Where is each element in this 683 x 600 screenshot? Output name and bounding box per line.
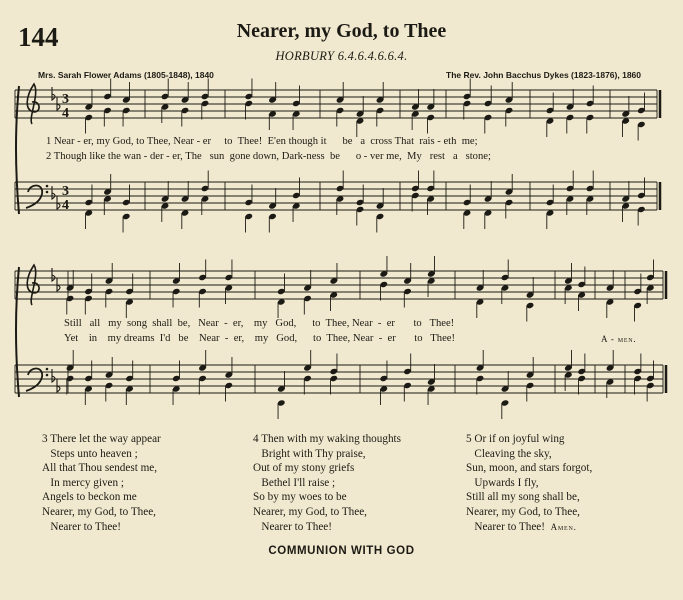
- verse-line: Bethel I'll raise ;: [253, 476, 336, 489]
- verse-line: Nearer to Thee!: [42, 520, 121, 533]
- system2-lyric-line-2: Yet in my dreams I'd be Near - er, my God, to Thee, Near - er to Thee!: [64, 333, 456, 344]
- verse-line: 4 Then with my waking thoughts: [253, 433, 402, 445]
- verse-line: So by my woes to be: [253, 491, 347, 504]
- verse-line: All that Thou sendest me,: [42, 462, 158, 475]
- time-signature-top: 3: [62, 92, 69, 107]
- verse-4: [253, 432, 401, 534]
- flat-icon: [52, 186, 55, 199]
- system1-lyric-line-2: 2 Though like the wan - der - er, The sun gone down, Dark-ness be o - ver me, My rest a stone;: [46, 151, 491, 162]
- verse-line: Nearer to Thee!: [253, 520, 332, 533]
- flat-icon: [57, 196, 60, 209]
- music-credit: The Rev. John Bacchus Dykes (1823-1876), 1860: [446, 70, 641, 80]
- verse-line: Cleaving the sky,: [466, 447, 552, 460]
- bass-clef-dot: [46, 191, 49, 194]
- bass-clef-dot: [46, 374, 49, 377]
- bass-clef-dot: [46, 368, 49, 371]
- flat-icon: [57, 379, 60, 392]
- verse-3: [42, 432, 161, 534]
- verse-line: 5 Or if on joyful wing: [466, 433, 565, 445]
- hymn-title: Nearer, my God, to Thee: [236, 20, 447, 42]
- verse-line: In mercy given ;: [42, 476, 125, 489]
- verse-line: Upwards I fly,: [466, 476, 539, 489]
- system1-lyric-line-1: 1 Near - er, my God, to Thee, Near - er to Thee! E'en though it be a cross That rais - eth me;: [46, 136, 478, 147]
- verse-line: Steps unto heaven ;: [42, 447, 138, 460]
- flat-icon: [52, 369, 55, 382]
- verse-line: 3 There let the way appear: [42, 433, 161, 445]
- time-signature-top: 3: [62, 184, 69, 199]
- time-signature-bottom: 4: [62, 198, 69, 213]
- verse-line: Nearer, my God, to Thee,: [466, 505, 580, 518]
- bass-clef-dot: [46, 185, 49, 188]
- verse-line: Nearer, my God, to Thee,: [42, 505, 156, 518]
- verse-line: Nearer to Thee!: [466, 520, 545, 533]
- verse-line: Sun, moon, and stars forgot,: [466, 462, 593, 475]
- verse-line: Bright with Thy praise,: [253, 447, 366, 460]
- system2-lyric-line-1: Still all my song shall be, Near - er, my God, to Thee, Near - er to Thee!: [64, 318, 455, 329]
- verse-5: [466, 432, 592, 534]
- flat-icon: [57, 278, 60, 291]
- verse-line-last: [466, 520, 592, 535]
- tune-name: HORBURY 6.4.6.4.6.6.4.: [275, 49, 408, 63]
- verse-line: Still all my song shall be,: [466, 491, 580, 504]
- verse-line: Angels to beckon me: [42, 491, 137, 504]
- system-brace: [16, 267, 19, 397]
- system2-amen: A - men.: [601, 334, 637, 344]
- footer-section-title: COMMUNION WITH GOD: [268, 545, 415, 557]
- flat-icon: [52, 268, 55, 281]
- flat-icon: [52, 87, 55, 100]
- flat-icon: [57, 97, 60, 110]
- words-credit: Mrs. Sarah Flower Adams (1805-1848), 1840: [38, 70, 214, 80]
- verse-line: Out of my stony griefs: [253, 462, 355, 475]
- system-brace: [16, 86, 19, 214]
- time-signature-bottom: 4: [62, 106, 69, 121]
- hymn-number: 144: [18, 22, 59, 52]
- verse-line: Nearer, my God, to Thee,: [253, 505, 367, 518]
- verse-amen: Amen.: [550, 521, 577, 532]
